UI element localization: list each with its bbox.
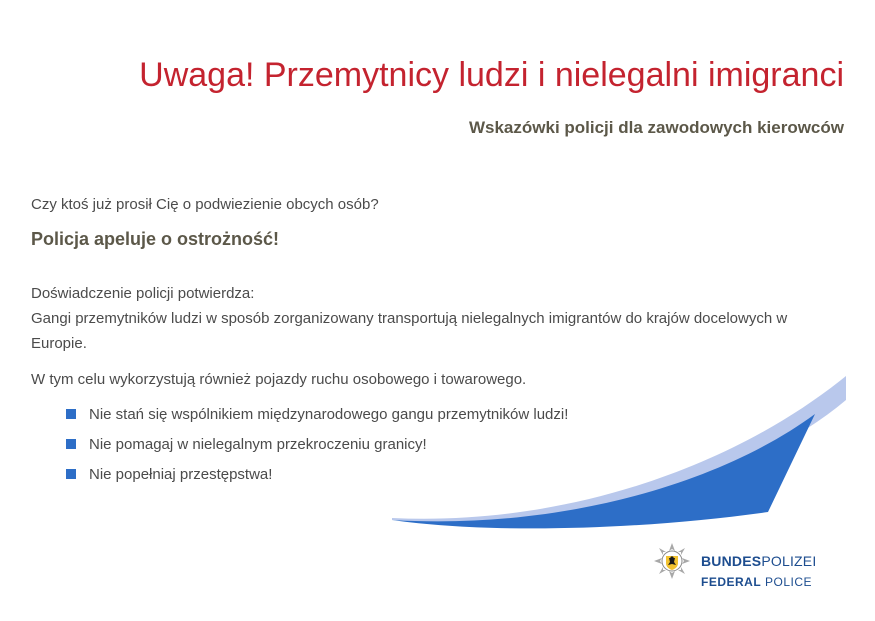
list-item-text: Nie stań się wspólnikiem międzynarodowego gangu przemytników ludzi!	[89, 405, 569, 423]
logo-wordmark	[701, 553, 816, 569]
list-item	[66, 429, 568, 459]
purpose-text: W tym celu wykorzystują również pojazdy ruchu osobowego i towarowego.	[31, 371, 527, 388]
logo-subline	[701, 575, 812, 589]
list-item-text: Nie pomagaj w nielegalnym przekroczeniu granicy!	[89, 435, 427, 453]
experience-paragraph	[31, 281, 791, 356]
bundespolizei-logo	[654, 543, 844, 593]
page-subtitle: Wskazówki policji dla zawodowych kierowców	[468, 118, 844, 137]
blue-square-icon	[66, 469, 76, 479]
logo-subline-regular: POLICE	[761, 575, 813, 589]
experience-line2: Gangi przemytników ludzi w sposób zorganizowany transportują nielegalnych imigrantów do krajów docelowych w Europie.	[31, 310, 788, 352]
warning-list	[66, 399, 568, 489]
page-title: Uwaga! Przemytnicy ludzi i nielegalni imigranci	[139, 56, 844, 94]
experience-line1: Doświadczenie policji potwierdza:	[31, 285, 255, 302]
list-item-text: Nie popełniaj przestępstwa!	[89, 465, 273, 483]
list-item	[66, 399, 568, 429]
logo-subline-bold: FEDERAL	[701, 575, 762, 589]
question-text: Czy ktoś już prosił Cię o podwiezienie obcych osób?	[31, 196, 379, 213]
federal-police-star-eagle-icon	[654, 543, 690, 579]
appeal-heading: Policja apeluje o ostrożność!	[31, 229, 280, 249]
blue-square-icon	[66, 439, 76, 449]
logo-wordmark-bold: BUNDES	[701, 553, 762, 569]
list-item	[66, 459, 568, 489]
blue-square-icon	[66, 409, 76, 419]
logo-wordmark-regular: POLIZEI	[761, 553, 817, 569]
